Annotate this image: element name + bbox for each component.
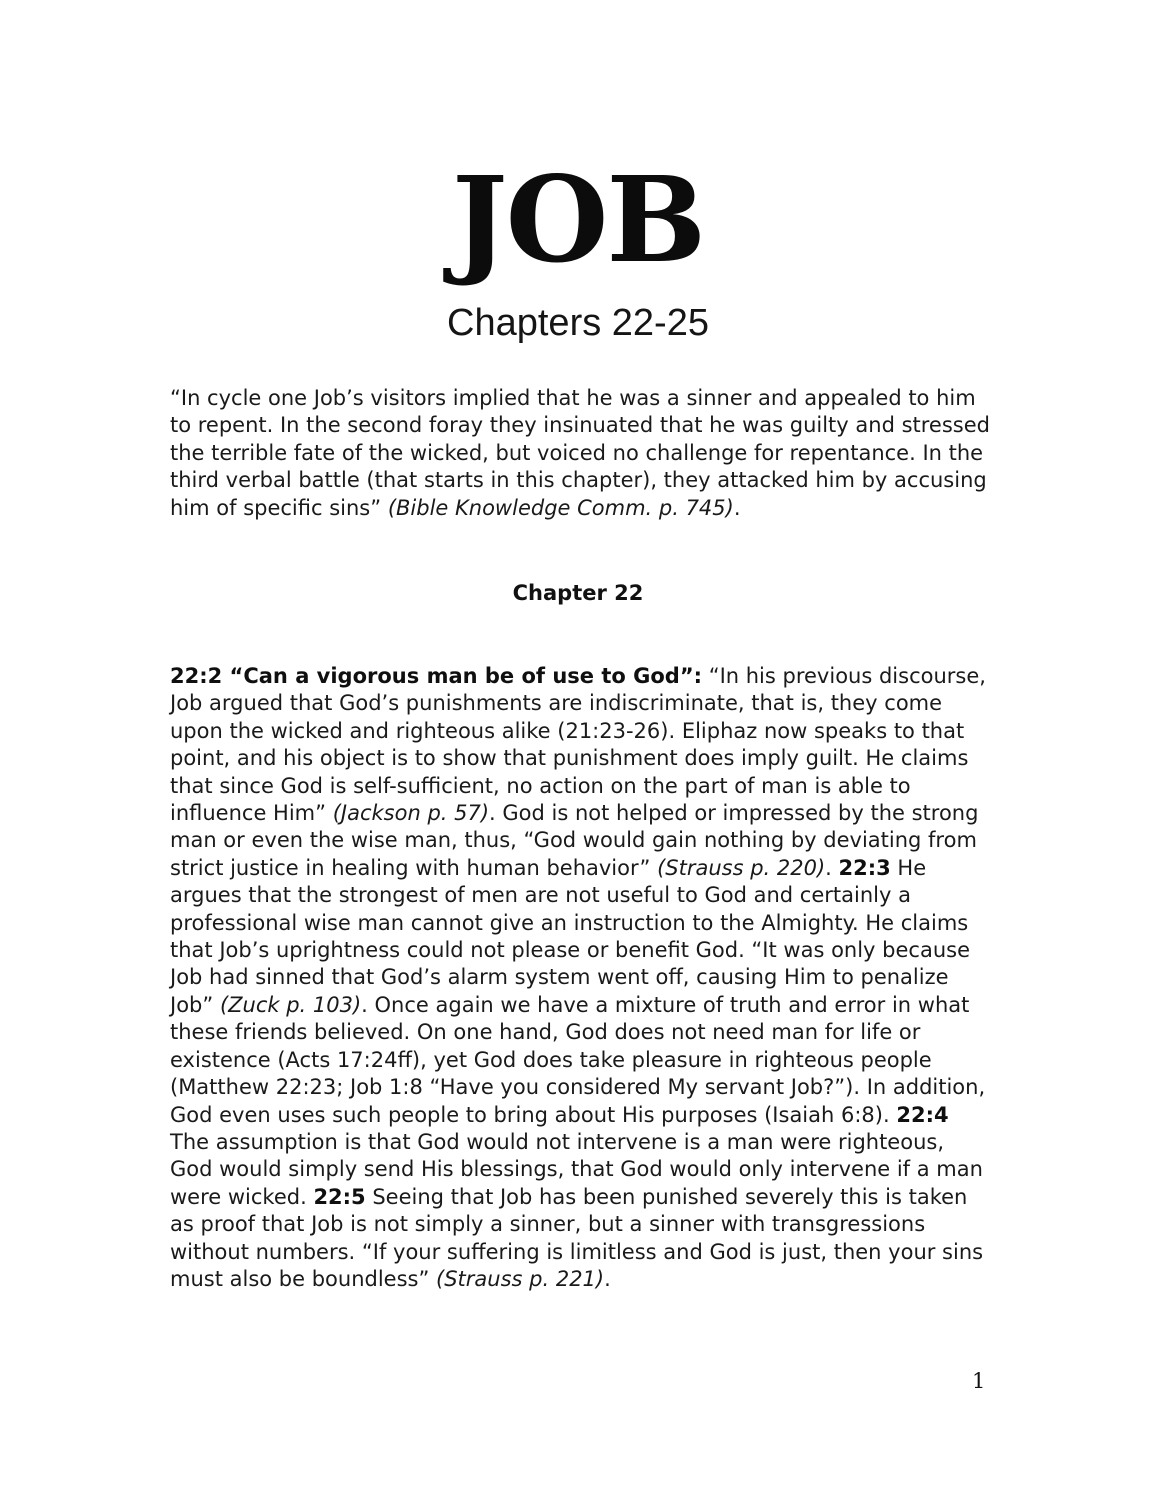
separator: . <box>825 855 839 880</box>
chapter-heading: Chapter 22 <box>512 581 644 605</box>
verse-text-22-3-b: . Once again we have a mixture of truth and error in what these friends believed. On one hand, God does not need man for life or existence (Acts 17:24ff), yet God does take pleasure in righteous people (Matthew 22:23; Job 1:8 “Have you considered My servant Job?”). In addition, God even uses such people to bring about His purposes (Isaiah 6:8). <box>170 992 986 1127</box>
verse-text-22-3-a: He argues that the strongest of men are not useful to God and certainly a professional wise man cannot give an instruction to the Almighty. He claims that Job’s uprightness could not please or benefit God. “It was only because Job had sinned that God’s alarm system went off, causing Him to penalize Job” <box>170 855 970 1017</box>
intro-paragraph <box>170 385 990 522</box>
citation-jackson: (Jackson p. 57) <box>332 801 490 826</box>
verse-text-22-5: Seeing that Job has been punished severely this is taken as proof that Job is not simply a sinner, but a sinner with transgressions without numbers. “If your suffering is limitless and God is just, then your sins must also be boundless” <box>170 1184 984 1291</box>
citation-zuck: (Zuck p. 103) <box>219 992 362 1017</box>
page-title: JOB <box>451 150 705 289</box>
commentary-end: . <box>604 1266 611 1291</box>
verse-text-22-2-a: “In his previous discourse, Job argued that God’s punishments are indiscriminate, that is, they come upon the wicked and righteous alike (21:23-26). Eliphaz now speaks to that point, and his object is to show that punishment does imply guilt. He claims that since God is self-sufficient, no action on the part of man is able to influence Him” <box>170 664 986 826</box>
verse-text-22-4: The assumption is that God would not intervene is a man were righteous, God would simply send His blessings, that God would only intervene if a man were wicked. <box>170 1129 983 1209</box>
page-number: 1 <box>972 1369 986 1393</box>
intro-end: . <box>733 495 741 520</box>
intro-citation: (Bible Knowledge Comm. p. 745) <box>387 495 734 520</box>
verse-text-22-2-b: . God is not helped or impressed by the strong man or even the wise man, thus, “God would gain nothing by deviating from strict justice in healing with human behavior” <box>170 801 979 880</box>
verse-ref-22-5: 22:5 <box>313 1184 366 1209</box>
verse-ref-22-4: 22:4 <box>896 1102 949 1127</box>
verse-ref-22-3: 22:3 <box>838 855 891 880</box>
citation-strauss-220: (Strauss p. 220) <box>657 855 826 880</box>
citation-strauss-221: (Strauss p. 221) <box>436 1266 605 1291</box>
commentary-paragraph <box>170 663 990 1293</box>
page-subtitle: Chapters 22-25 <box>447 302 709 344</box>
intro-quote: “In cycle one Job’s visitors implied that he was a sinner and appealed to him to repent. In the second foray they insinuated that he was guilty and stressed the terrible fate of the wicked, but voiced no challenge for repentance. In the third verbal battle (that starts in this chapter), they attacked him by accusing him of specific sins” <box>170 386 990 520</box>
verse-ref-22-2: 22:2 “Can a vigorous man be of use to God”: <box>170 664 703 688</box>
